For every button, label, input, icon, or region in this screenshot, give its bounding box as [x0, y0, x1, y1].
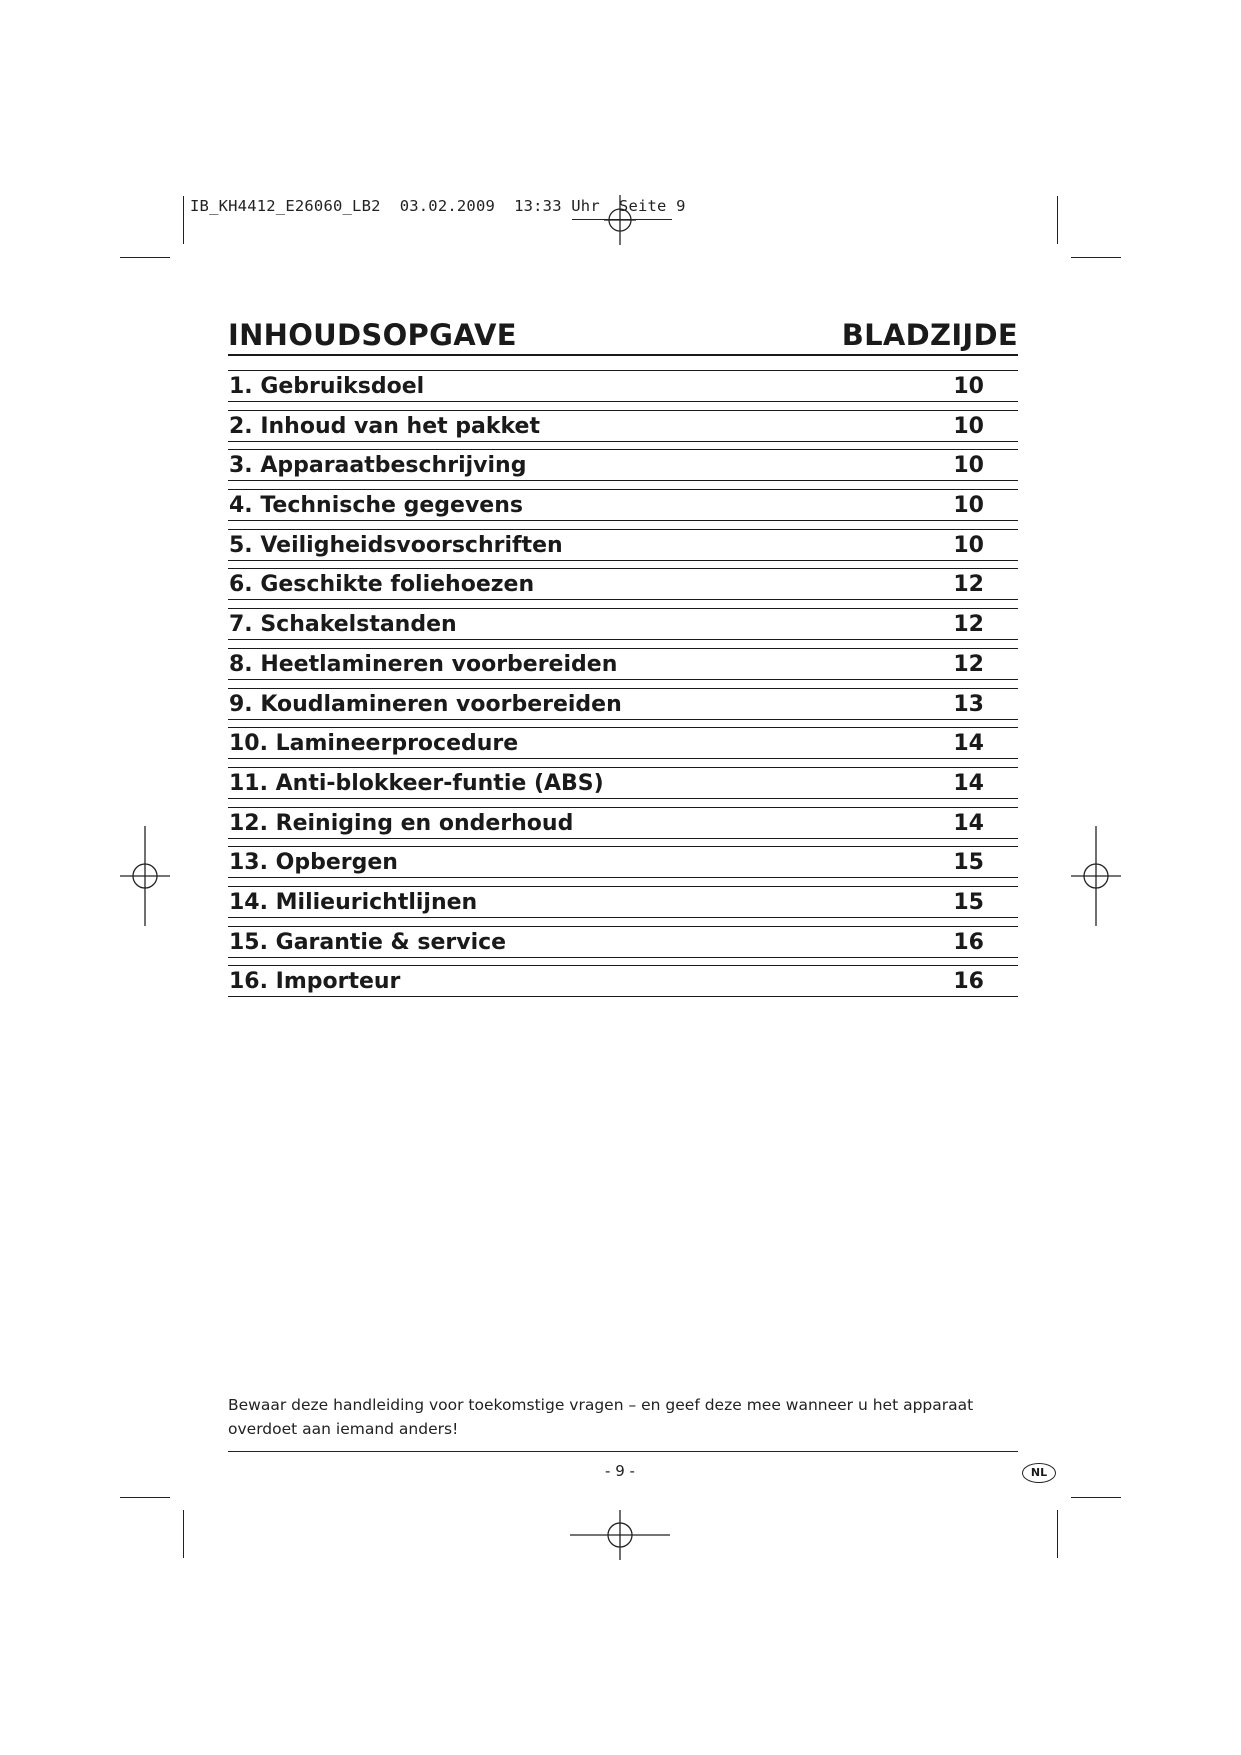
toc-entry-page: 14	[953, 810, 984, 836]
toc-entry	[228, 608, 1018, 640]
toc-entry-page: 10	[953, 413, 984, 439]
toc-entry-label: 8. Heetlamineren voorbereiden	[229, 651, 618, 677]
toc-entry	[228, 449, 1018, 481]
language-badge: NL	[1022, 1463, 1056, 1483]
toc-header	[228, 318, 1018, 356]
toc-entry-label: 11. Anti-blokkeer-funtie (ABS)	[229, 770, 604, 796]
registration-mark-bottom	[570, 1510, 670, 1560]
registration-mark-right	[1071, 826, 1121, 926]
toc-entry-page: 10	[953, 493, 984, 519]
crop-mark	[120, 1497, 170, 1498]
toc-entry-label: 13. Opbergen	[229, 850, 398, 876]
crop-mark	[1071, 1497, 1121, 1498]
toc-title: INHOUDSOPGAVE	[228, 318, 517, 352]
toc-entry	[228, 886, 1018, 918]
toc-entry-label: 9. Koudlamineren voorbereiden	[229, 691, 622, 717]
toc-list	[228, 370, 1018, 997]
crop-mark	[1057, 1510, 1058, 1558]
toc-entry-page: 14	[953, 770, 984, 796]
toc-entry-label: 4. Technische gegevens	[229, 493, 523, 519]
toc-entry	[228, 846, 1018, 878]
toc-entry-label: 1. Gebruiksdoel	[229, 374, 425, 399]
toc-entry	[228, 410, 1018, 442]
crop-mark	[120, 257, 170, 258]
toc-entry-page: 10	[953, 374, 984, 399]
footer-note: Bewaar deze handleiding voor toekomstige vragen – en geef deze mee wanneer u het apparaat overdoet aan iemand anders!	[228, 1396, 974, 1438]
toc-entry-page: 12	[953, 651, 984, 677]
crop-mark	[1057, 196, 1058, 244]
table-of-contents	[228, 318, 1018, 1005]
toc-entry-label: 16. Importeur	[229, 969, 401, 995]
toc-entry-label: 15. Garantie & service	[229, 929, 507, 955]
toc-page-header: BLADZIJDE	[841, 318, 1018, 352]
crop-mark	[1071, 257, 1121, 258]
toc-entry-label: 7. Schakelstanden	[229, 612, 457, 638]
toc-entry	[228, 648, 1018, 680]
toc-entry-page: 15	[953, 889, 984, 915]
toc-entry-page: 16	[953, 969, 984, 995]
registration-mark-top	[600, 195, 640, 245]
toc-entry-label: 5. Veiligheidsvoorschriften	[229, 532, 563, 558]
toc-entry-label: 14. Milieurichtlijnen	[229, 889, 478, 915]
toc-entry-label: 12. Reiniging en onderhoud	[229, 810, 574, 836]
toc-entry-page: 10	[953, 453, 984, 479]
toc-entry-label: 6. Geschikte foliehoezen	[229, 572, 535, 598]
toc-entry-page: 16	[953, 929, 984, 955]
toc-entry	[228, 767, 1018, 799]
toc-entry-page: 15	[953, 850, 984, 876]
crop-mark	[183, 196, 184, 244]
toc-entry-page: 10	[953, 532, 984, 558]
toc-entry-page: 14	[953, 731, 984, 757]
toc-entry-page: 12	[953, 612, 984, 638]
toc-entry-label: 10. Lamineerprocedure	[229, 731, 519, 757]
toc-entry	[228, 688, 1018, 720]
print-slug: IB_KH4412_E26060_LB2 03.02.2009 13:33 Uhr Seite 9	[190, 197, 686, 215]
toc-entry	[228, 727, 1018, 759]
toc-entry-label: 3. Apparaatbeschrijving	[229, 453, 527, 479]
toc-entry	[228, 370, 1018, 402]
registration-mark-left	[120, 826, 170, 926]
footer-divider	[228, 1451, 1018, 1452]
toc-entry-page: 12	[953, 572, 984, 598]
toc-entry-page: 13	[953, 691, 984, 717]
toc-entry	[228, 489, 1018, 521]
toc-entry-label: 2. Inhoud van het pakket	[229, 413, 540, 439]
toc-entry	[228, 529, 1018, 561]
crop-mark	[183, 1510, 184, 1558]
toc-entry	[228, 568, 1018, 600]
page-number: - 9 -	[605, 1462, 635, 1480]
toc-entry	[228, 965, 1018, 997]
toc-entry	[228, 807, 1018, 839]
toc-entry	[228, 926, 1018, 958]
